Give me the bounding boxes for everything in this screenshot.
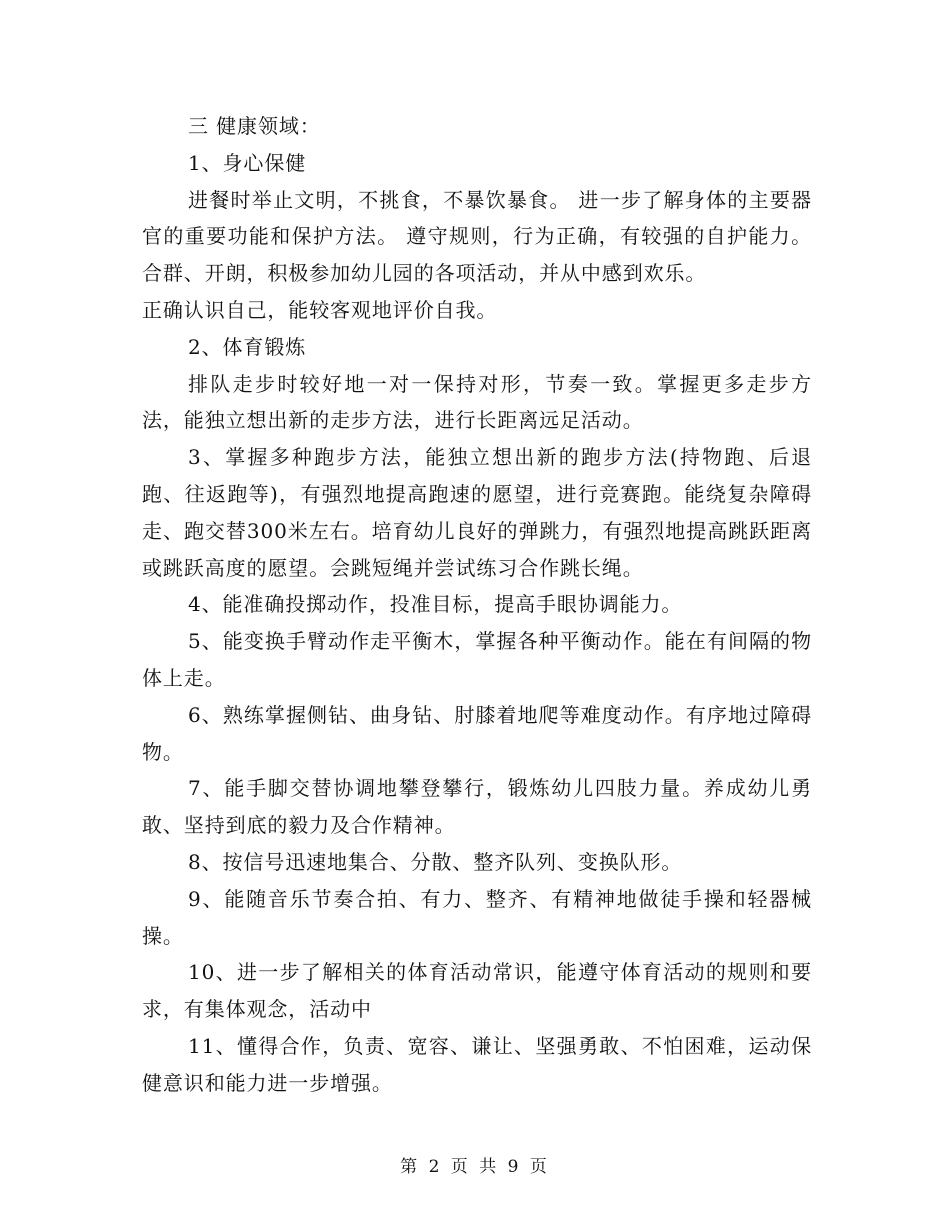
document-body (142, 108, 812, 1102)
paragraph: 排队走步时较好地一对一保持对形，节奏一致。掌握更多走步方法，能独立想出新的走步方法，进行长距离远足活动。 (142, 371, 812, 433)
paragraph: 1、身心保健 (188, 150, 307, 175)
paragraph: 6、熟练掌握侧钻、曲身钻、肘膝着地爬等难度动作。有序地过障碍物。 (142, 702, 812, 764)
paragraph: 8、按信号迅速地集合、分散、整齐队列、变换队形。 (188, 849, 683, 874)
paragraph: 进餐时举止文明，不挑食，不暴饮暴食。 进一步了解身体的主要器官的重要功能和保护方法。 遵守规则，行为正确，有较强的自护能力。 合群、开朗，积极参加幼儿园的各项活动，并从中感到欢乐。 (142, 187, 812, 286)
paragraph: 7、能手脚交替协调地攀登攀行，锻炼幼儿四肢力量。养成幼儿勇敢、坚持到底的毅力及合作精神。 (142, 776, 812, 838)
paragraph: 3、掌握多种跑步方法，能独立想出新的跑步方法(持物跑、后退跑、往返跑等)，有强烈地提高跑速的愿望，进行竞赛跑。能绕复杂障碍走、跑交替300米左右。培育幼儿良好的弹跳力，有强烈地提高跳跃距离或跳跃高度的愿望。会跳短绳并尝试练习合作跳长绳。 (142, 445, 812, 580)
section-title: 三 健康领域： (188, 114, 321, 138)
paragraph: 9、能随音乐节奏合拍、有力、整齐、有精神地做徒手操和轻器械操。 (142, 886, 812, 948)
paragraph: 10、进一步了解相关的体育活动常识，能遵守体育活动的规则和要求，有集体观念，活动中 (142, 960, 812, 1022)
paragraph: 4、能准确投掷动作，投准目标，提高手眼协调能力。 (188, 592, 683, 617)
page-footer: 第 2 页 共 9 页 (400, 1157, 550, 1177)
paragraph: 11、懂得合作，负责、宽容、谦让、坚强勇敢、不怕困难，运动保健意识和能力进一步增强。 (142, 1033, 812, 1095)
paragraph: 5、能变换手臂动作走平衡木，掌握各种平衡动作。能在有间隔的物体上走。 (142, 629, 812, 690)
paragraph: 正确认识自己，能较客观地评价自我。 (142, 297, 498, 322)
paragraph-list (142, 145, 812, 1102)
paragraph: 2、体育锻炼 (188, 334, 307, 359)
